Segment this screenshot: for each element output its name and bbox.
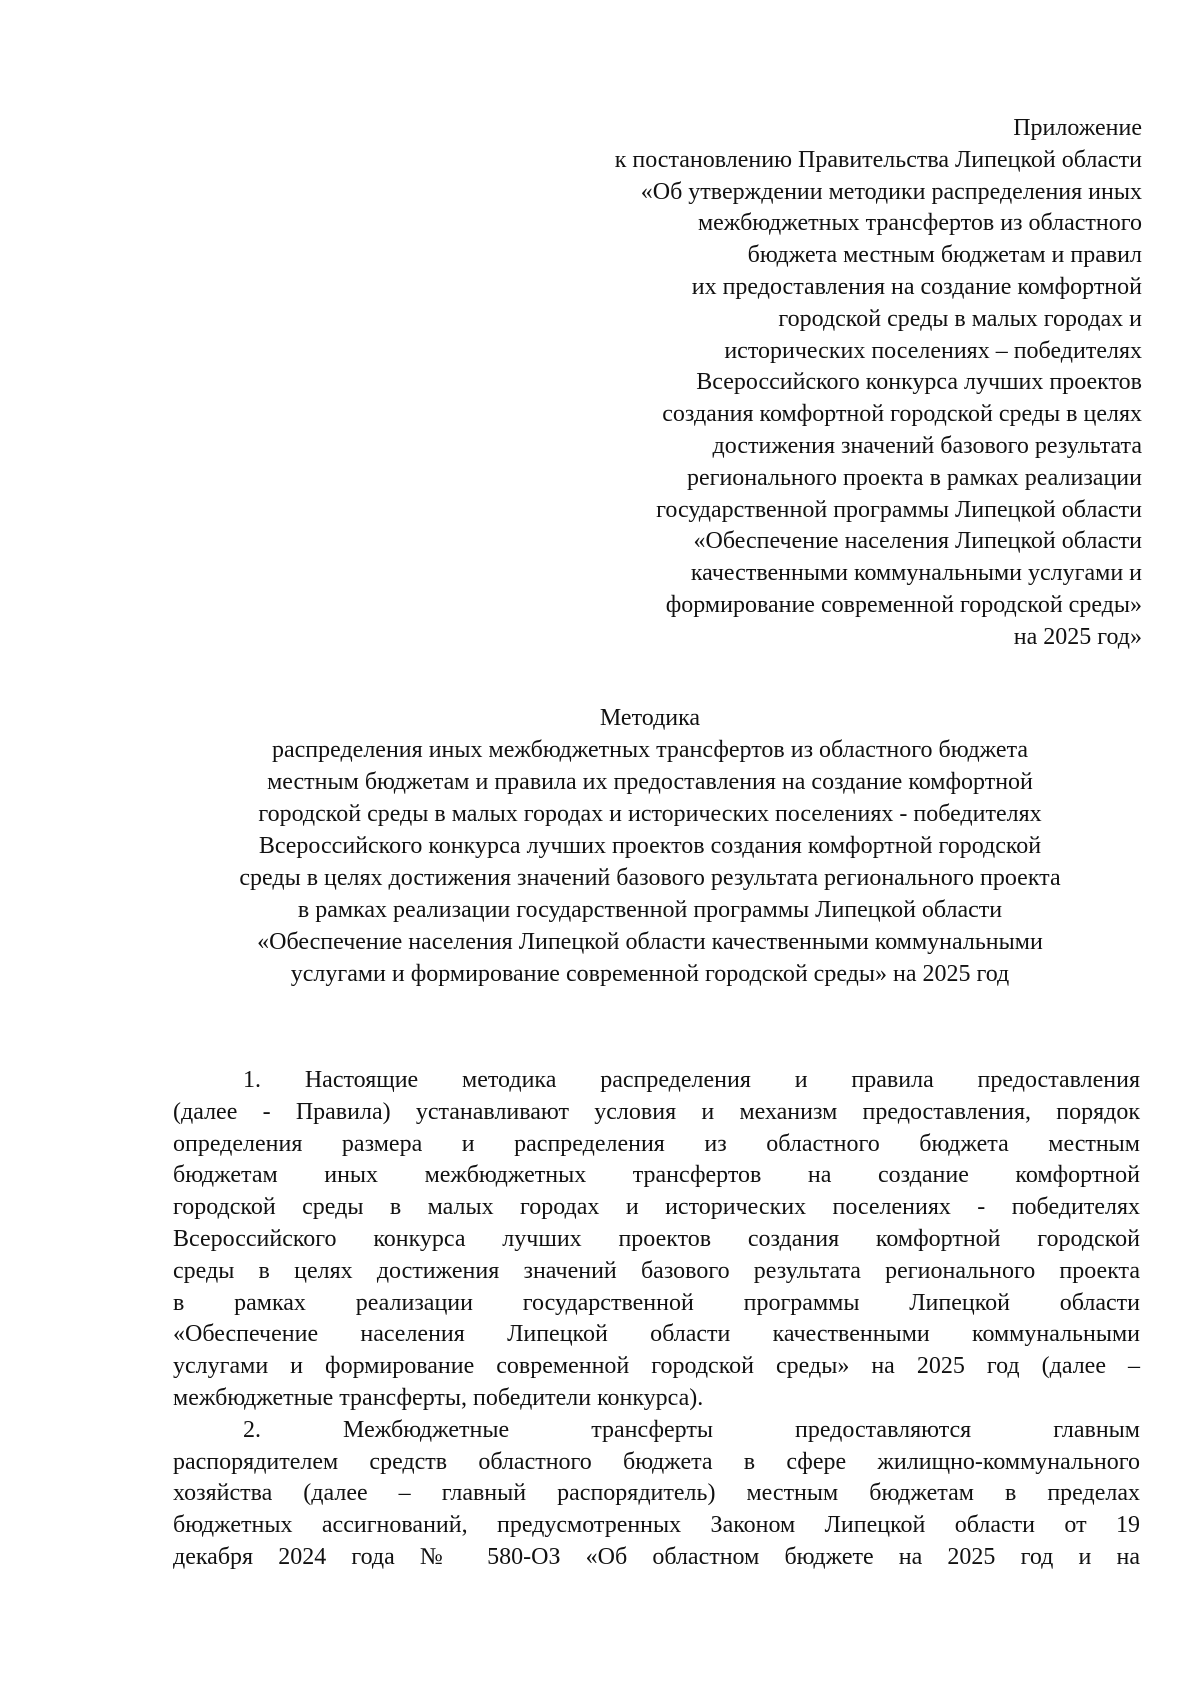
paragraph-line: распорядителем средств областного бюджета в сфере жилищно-коммунального [173, 1448, 1140, 1475]
appendix-line: на 2025 год» [1013, 623, 1142, 650]
title-line: в рамках реализации государственной программы Липецкой области [297, 897, 1003, 923]
title-line: услугами и формирование современной городской среды» на 2025 год [290, 961, 1010, 987]
paragraph-line: 1. Настоящие методика распределения и правила предоставления [243, 1067, 1140, 1093]
paragraph-line: «Обеспечение населения Липецкой области качественными коммунальными [173, 1321, 1140, 1348]
appendix-header [422, 113, 1142, 654]
paragraph-line: межбюджетные трансферты, победители конкурса). [173, 1384, 704, 1411]
title-line: местным бюджетам и правила их предоставления на создание комфортной [267, 769, 1033, 795]
title-line: распределения иных межбюджетных трансфертов из областного бюджета [271, 737, 1029, 763]
appendix-line: межбюджетных трансфертов из областного [697, 210, 1142, 237]
paragraph-line: городской среды в малых городах и исторических поселениях - победителях [173, 1194, 1140, 1221]
paragraph-line: бюджетных ассигнований, предусмотренных Законом Липецкой области от 19 [173, 1512, 1140, 1539]
title-line: среды в целях достижения значений базового результата регионального проекта [239, 865, 1061, 891]
title-line: городской среды в малых городах и исторических поселениях - победителях [258, 801, 1042, 827]
paragraph-line: услугами и формирование современной городской среды» на 2025 год (далее – [173, 1353, 1140, 1380]
title-line: «Обеспечение населения Липецкой области качественными коммунальными [257, 929, 1043, 955]
appendix-line: «Обеспечение населения Липецкой области [693, 528, 1142, 555]
appendix-line: Всероссийского конкурса лучших проектов [696, 369, 1142, 396]
paragraph-line: (далее - Правила) устанавливают условия и механизм предоставления, порядок [173, 1098, 1140, 1125]
paragraph-line: декабря 2024 года № 580-ОЗ «Об областном бюджете на 2025 год и на [173, 1543, 1140, 1570]
paragraph-line: 2. Межбюджетные трансферты предоставляются главным [243, 1416, 1140, 1443]
appendix-line: достижения значений базового результата [712, 432, 1142, 459]
appendix-line: качественными коммунальными услугами и [690, 560, 1142, 587]
paragraph-line: бюджетам иных межбюджетных трансфертов на создание комфортной [173, 1162, 1140, 1189]
appendix-line: формирование современной городской среды» [665, 591, 1142, 618]
paragraph-line: хозяйства (далее – главный распорядитель) местным бюджетам в пределах [173, 1480, 1140, 1507]
appendix-line: «Об утверждении методики распределения иных [640, 178, 1142, 205]
paragraph-line: среды в целях достижения значений базового результата регионального проекта [173, 1257, 1140, 1284]
paragraph-2 [173, 1415, 1140, 1574]
paragraph-line: Всероссийского конкурса лучших проектов создания комфортной городской [173, 1225, 1140, 1252]
title-heading: Методика [599, 705, 701, 731]
appendix-line: их предоставления на создание комфортной [691, 273, 1142, 300]
paragraph-line: определения размера и распределения из областного бюджета местным [173, 1130, 1140, 1157]
appendix-line: создания комфортной городской среды в целях [662, 401, 1142, 428]
appendix-line: к постановлению Правительства Липецкой области [614, 146, 1142, 173]
document-title [160, 702, 1140, 990]
appendix-line: государственной программы Липецкой области [656, 496, 1142, 523]
paragraph-1 [173, 1065, 1140, 1415]
title-line: Всероссийского конкурса лучших проектов создания комфортной городской [258, 833, 1042, 859]
appendix-line: Приложение [1013, 115, 1142, 141]
document-body [173, 1065, 1140, 1574]
appendix-line: регионального проекта в рамках реализации [686, 464, 1142, 491]
appendix-line: городской среды в малых городах и [778, 305, 1142, 332]
paragraph-line: в рамках реализации государственной программы Липецкой области [173, 1289, 1140, 1316]
appendix-line: исторических поселениях – победителях [724, 337, 1142, 364]
appendix-line: бюджета местным бюджетам и правил [747, 242, 1142, 269]
